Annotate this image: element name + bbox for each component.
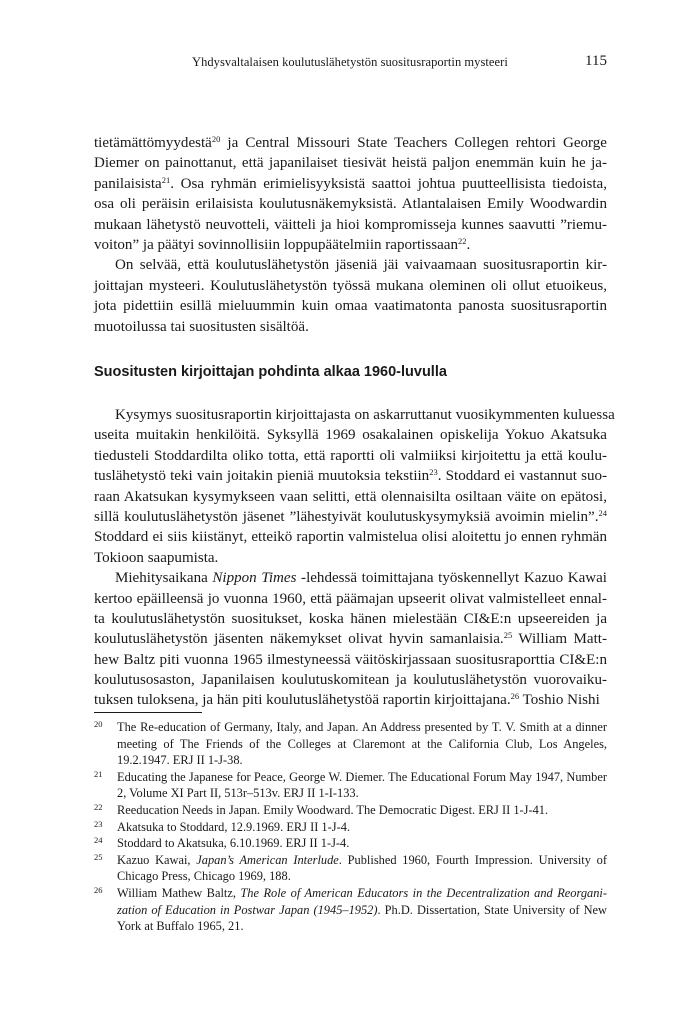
- footnote-number: 23: [94, 818, 103, 829]
- text-run: osa oli peräisin erilaisista koulutusnäkemyksistä. Atlantalaisen Emily Woodwardin: [94, 196, 607, 213]
- text-run: Tokioon saapumista.: [94, 549, 219, 566]
- italic-title: Japan’s American Interlude: [196, 852, 339, 867]
- text-line: [94, 487, 607, 507]
- text-line: [94, 153, 607, 173]
- text-line: [94, 317, 607, 337]
- footnote-ref: 20: [211, 134, 221, 144]
- text-run: . Published 1960, Fourth Impression. University of: [338, 852, 608, 867]
- text-run: Reeducation Needs in Japan. Emily Woodward. The Democratic Digest. ERJ II 1-J-41.: [117, 802, 549, 817]
- footnote: [94, 835, 607, 852]
- text-run: meeting of The Friends of the Colleges at Claremont at the California Club, Los Angeles,: [117, 736, 607, 751]
- text-run: Kazuo Kawai,: [117, 852, 197, 867]
- footnote: [94, 819, 607, 836]
- text-run: koulutuslähetystön jäsenten näkemykset olivat hyvin samanlaisia.: [94, 631, 504, 648]
- text-run: mukaan lähetystö neuvotteli, väitteli ja hioi kompromisseja kunnes saavutti ”riemu-: [94, 216, 607, 233]
- text-run: tietämättömyydestä: [94, 135, 212, 151]
- text-run: . Ph.D. Dissertation, State University of New: [377, 902, 607, 917]
- text-line: [94, 296, 607, 316]
- italic-title: Nippon Times: [212, 570, 297, 587]
- section-heading: Suositusten kirjoittajan pohdinta alkaa 1960-luvulla: [94, 364, 447, 380]
- text-run: Akatsuka to Stoddard, 12.9.1969. ERJ II 1-J-4.: [117, 819, 350, 834]
- footnote-number: 25: [94, 851, 103, 862]
- footnote-separator: [94, 712, 202, 713]
- text-line: [94, 235, 607, 255]
- text-run: 19.2.1947. ERJ II 1-J-38.: [117, 753, 243, 768]
- text-run: hew Baltz piti vuonna 1965 ilmestyneessä väitöskirjassaan suositusraporttia CI&E:n: [94, 651, 607, 668]
- text-run: Miehitysaikana: [115, 570, 213, 587]
- text-line: [94, 466, 607, 486]
- footnote-line: [117, 918, 607, 935]
- text-run: tuksen tuloksena, ja hän piti koulutuslähetystöä raportin kirjoittajana.: [94, 692, 511, 709]
- footnote-number: 24: [94, 835, 103, 846]
- text-run: .: [466, 236, 471, 253]
- text-run: Chicago Press, Chicago 1969, 188.: [117, 869, 291, 884]
- text-line: [94, 629, 607, 649]
- text-run: Diemer on painottanut, että japanilaiset tiesivät heistä paljon enemmän kuin he ja-: [94, 155, 607, 172]
- text-run: William Matt-: [512, 631, 607, 648]
- text-run: 2, Volume XI Part II, 513r–513v. ERJ II 1-I-133.: [117, 786, 359, 801]
- text-run: sillä koulutuslähetystön jäsenet ”lähestyivät koulutuskysymyksiä avoimin mielin”.: [94, 508, 599, 525]
- footnote-line: [117, 902, 607, 919]
- text-run: . Osa ryhmän erimielisyyksistä saattoi johtua puutteellisista tiedoista,: [170, 175, 607, 192]
- footnote-ref: 22: [457, 235, 467, 246]
- footnote: [94, 769, 607, 802]
- footnote-line: [117, 736, 607, 753]
- text-line: [94, 670, 607, 690]
- text-run: joittajan mysteeri. Koulutuslähetystön työssä mukana oleminen oli ollut etuoikeus,: [94, 277, 607, 294]
- body-text-top: [94, 133, 607, 337]
- running-title: Yhdysvaltalaisen koulutuslähetystön suositusraportin mysteeri: [192, 55, 508, 69]
- text-run: Stoddard to Akatsuka, 6.10.1969. ERJ II 1-J-4.: [117, 836, 350, 851]
- text-run: On selvää, että koulutuslähetystön jäseniä jäi vaivaamaan suositusraportin kir-: [115, 257, 607, 274]
- text-run: ta koulutuslähetystön suositukset, koska hänen mielestään CI&E:n upseereiden ja: [94, 610, 607, 627]
- text-run: Educating the Japanese for Peace, George W. Diemer. The Educational Forum May 1947, Number: [117, 769, 607, 784]
- text-line: [94, 174, 607, 194]
- text-run: tuslähetystö teki vain joitakin pieniä muutoksia tekstiin: [94, 468, 430, 485]
- footnote-line: [117, 835, 607, 852]
- text-line: [94, 133, 607, 153]
- footnote-line: [117, 802, 607, 819]
- text-run: ja Central Missouri State Teachers Collegen rehtori George: [220, 135, 607, 151]
- footnote-line: [117, 852, 607, 869]
- italic-title: zation of Education in Postwar Japan (1945–1952): [117, 902, 378, 917]
- text-run: tiedusteli Stoddardilta oliko totta, että raportti oli valmiiksi kirjoitettu ja että koulu-: [94, 447, 607, 464]
- text-run: . Stoddard ei vastannut suo-: [437, 468, 607, 485]
- text-run: muotoilussa tai suositusten sisältöä.: [94, 318, 309, 335]
- text-run: Toshio Nishi: [519, 692, 600, 709]
- footnote-line: [117, 752, 607, 769]
- text-line: [94, 255, 607, 275]
- footnote: [94, 719, 607, 769]
- footnote-ref: 24: [598, 507, 607, 518]
- text-run: raan Akatsukan kysymykseen vaan selitti, että olennaisilta osiltaan väite on epätosi,: [94, 488, 607, 505]
- text-line: [94, 568, 607, 588]
- text-line: [94, 690, 607, 710]
- footnote-number: 21: [94, 768, 103, 779]
- italic-title: The Role of American Educators in the Decentralization and Reorgani-: [240, 885, 607, 900]
- footnote-ref: 25: [503, 630, 513, 641]
- text-run: panilaisista: [94, 175, 162, 192]
- footnotes: [94, 719, 607, 935]
- text-line: [94, 507, 607, 527]
- text-line: [94, 527, 607, 547]
- text-run: useita muitakin henkilöitä. Syksyllä 1969 osakalainen opiskelija Yokuo Akatsuka: [94, 427, 607, 444]
- footnote-ref: 21: [161, 174, 171, 185]
- text-run: William Mathew Baltz,: [117, 885, 241, 900]
- footnote-line: [117, 885, 607, 902]
- text-line: [94, 589, 607, 609]
- text-run: York at Buffalo 1965, 21.: [117, 919, 244, 934]
- text-line: [94, 650, 607, 670]
- page-number: 115: [585, 53, 607, 69]
- text-run: jota pidettiin esillä mieluummin kuin omaa vaatimatonta panosta suositusraportin: [94, 298, 607, 315]
- footnote-number: 26: [94, 884, 103, 895]
- text-run: voiton” ja päätyi sovinnollisiin loppupäätelmiin raportissaan: [94, 236, 458, 253]
- footnote-number: 20: [94, 719, 103, 729]
- text-line: [94, 425, 607, 445]
- footnote-ref: 23: [429, 467, 438, 478]
- body-text-bottom: [94, 405, 615, 711]
- footnote-line: [117, 769, 607, 786]
- text-line: [94, 194, 607, 214]
- footnote-line: [117, 819, 607, 836]
- text-run: Kysymys suositusraportin kirjoittajasta on askarruttanut vuosikymmenten kuluessa: [115, 407, 615, 423]
- text-run: Stoddard ei siis kiistänyt, etteikö raportin valmistelua olisi aloitettu jo ennen ryhmän: [94, 529, 607, 546]
- text-run: kertoo epäilleensä jo vuonna 1960, että päämajan upseerit olivat valmistelleet ennal-: [94, 590, 607, 607]
- text-run: The Re-education of Germany, Italy, and Japan. An Address presented by T. V. Smith at a dinner: [117, 720, 607, 734]
- text-line: [94, 446, 607, 466]
- footnote: [94, 852, 607, 885]
- text-run: koulutusosaston, Japanilaisen koulutuskomitean ja koulutuslähetystön vuorovaiku-: [94, 672, 607, 689]
- footnote: [94, 802, 607, 819]
- footnote-number: 22: [94, 801, 103, 812]
- footnote-line: [117, 719, 607, 736]
- text-run: -lehdessä toimittajana työskennellyt Kazuo Kawai: [296, 570, 607, 587]
- text-line: [94, 215, 607, 235]
- footnote-line: [117, 868, 607, 885]
- footnote-ref: 26: [510, 691, 520, 702]
- running-head: [94, 54, 607, 74]
- text-line: [94, 276, 607, 296]
- footnote-line: [117, 785, 607, 802]
- footnote: [94, 885, 607, 935]
- text-line: [94, 405, 615, 425]
- text-line: [94, 609, 607, 629]
- text-line: [94, 548, 607, 568]
